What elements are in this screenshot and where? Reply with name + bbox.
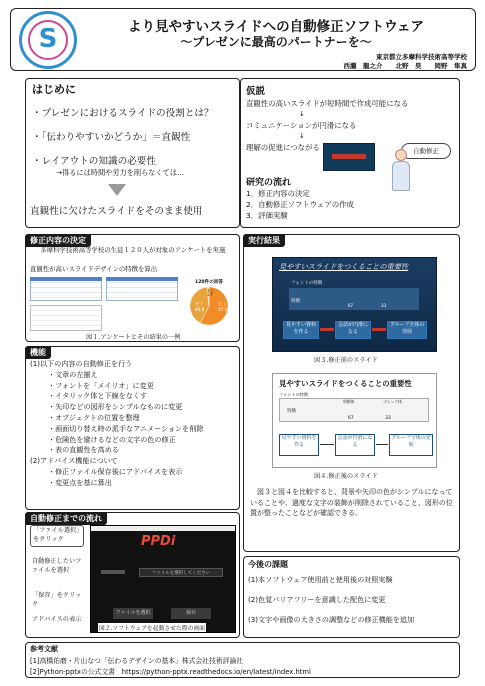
pie-label: 右上 — [218, 301, 227, 306]
select-file-button[interactable]: ファイルを選択 — [113, 608, 153, 619]
survey-table-image — [30, 277, 180, 332]
results-text: 図３と図４を比較すると、背景や矢印の色がシンプルになっていることや、過度な文字の装飾が削除されていること、図形の位置が整ったことなどが確認できる。 — [250, 488, 453, 517]
references-title: 参考文献 — [30, 645, 58, 653]
hypothesis-title: 仮説 — [246, 86, 266, 97]
feature-item: ・修正ファイル保存後にアドバイスを表示 — [48, 466, 183, 476]
features-title: 機能 — [25, 346, 51, 359]
save-button[interactable]: 保存 — [171, 608, 211, 619]
author-names: 西瀬 龍之介 北野 昊 岡野 隼真 — [343, 62, 467, 70]
results-section — [243, 234, 460, 552]
reference-item: [2]Python-pptxの公式文書 https://python-pptx.readthedocs.io/en/latest/index.html — [30, 668, 311, 676]
feature-item: ・イタリック体と下線をなくす — [48, 391, 148, 401]
future-item: (2)色覚バリアフリーを意識した配色に変更 — [248, 595, 386, 604]
feature-item: (2)アドバイス機能について — [30, 456, 118, 466]
intro-section — [25, 78, 240, 228]
app-flow-title: 自動修正までの流れ — [25, 512, 107, 525]
arrow-down-icon: ↓ — [299, 110, 305, 118]
flow-step: 2．自動修正ソフトウェアの作成 — [246, 200, 354, 209]
pie-label: 左上 — [207, 289, 214, 293]
content-section — [25, 234, 240, 342]
flow-step: 1．修正内容の決定 — [246, 189, 310, 198]
intro-bullet: ・プレゼンにおけるスライドの役割とは？ — [32, 108, 214, 119]
content-text: 多摩科学技術高等学校の生徒１２０人が対象のアンケートを実施 — [40, 246, 226, 254]
feature-item: (1)以下の内容の自動修正を行う — [30, 359, 133, 368]
content-title: 修正内容の決定 — [25, 234, 91, 247]
slide-thumbnail-image — [323, 143, 375, 171]
feature-item: ・文章の左揃え — [48, 369, 98, 379]
future-item: (3)文字や画像の大きさの調整などの修正機能を追加 — [248, 615, 415, 624]
poster-subtitle: ～プレゼンに最高のパートナーを～ — [180, 35, 372, 49]
down-triangle-icon — [108, 184, 126, 196]
hypothesis-line: コミュニケーションが円滑になる — [246, 121, 357, 130]
feature-item: ・オブジェクトの位置を整理 — [48, 412, 140, 422]
feature-item: ・フォントを「メイリオ」に変更 — [48, 380, 154, 390]
pie-svg — [189, 286, 229, 326]
figure-caption: 図４.修正後のスライド — [314, 473, 378, 480]
before-slide-image: 見やすいスライドをつくることの重要性 フォントの特徴 特徴 67 33 見やすい資料を作る 会話が円滑になる グループ全体の発展 — [272, 257, 437, 352]
intro-title: はじめに — [32, 83, 76, 96]
app-flow-section — [25, 512, 240, 638]
poster-title: より見やすいスライドへの自動修正ソフトウェア — [127, 19, 425, 35]
features-list — [30, 359, 235, 489]
figure-caption: 図３.修正前のスライド — [314, 357, 378, 364]
step-box: 「保存」をクリック — [32, 592, 82, 608]
file-path-field[interactable]: ファイルを選択してください — [139, 568, 223, 577]
school-name: 東京都立多摩科学技術高等学校 — [376, 53, 467, 61]
hypothesis-line: 直観性の高いスライドが短時間で作成可能になる — [246, 99, 409, 108]
content-text: 直観性が高いスライドデザインの特徴を算出 — [30, 265, 158, 273]
after-slide-image: 見やすいスライドをつくることの重要性 フォントの特徴 明朝体 ゴシック体 特徴 67 33 見やすい資料を作る 会話が円滑になる グループ全体の発展 — [272, 373, 437, 468]
figure-caption: 図１.アンケートとその結果の一例 — [86, 334, 181, 341]
app-logo: PPDi — [141, 534, 176, 549]
step-box: 自動修正したいファイルを選択 — [32, 558, 82, 574]
results-title: 実行結果 — [243, 234, 285, 247]
arrow-down-icon: ↓ — [299, 132, 305, 140]
pie-value: 57.5 — [218, 307, 228, 312]
intro-bullet: ・レイアウトの知識の必要性 — [32, 156, 156, 167]
poster-header — [10, 8, 476, 71]
hypothesis-section — [240, 78, 460, 228]
features-section — [25, 346, 240, 510]
intro-bullet: ・「伝わりやすいかどうか」＝直観性 — [32, 132, 191, 143]
pie-value: 1.7 — [207, 293, 213, 297]
feature-item: ・変更点を基に算出 — [48, 477, 112, 487]
pie-chart — [180, 279, 238, 331]
step-box: アドバイスの表示 — [32, 616, 82, 623]
pie-label: 左下 — [195, 301, 204, 306]
character-illustration — [389, 149, 413, 197]
feature-item: ・矢印などの図形をシンプルなものに変更 — [48, 402, 183, 412]
figure-caption: 図２.ソフトウェアを起動させた際の画面 — [98, 623, 206, 632]
intro-conclusion: 直観性に欠けたスライドをそのまま使用 — [30, 206, 203, 217]
feature-item: ・危険色を避けるなどの文字の色の修正 — [48, 434, 176, 444]
future-section — [243, 556, 460, 638]
references-section — [25, 642, 460, 678]
feature-item: ・表の直観性を高める — [48, 445, 119, 455]
app-window — [90, 525, 236, 633]
pie-value: 40.8 — [195, 307, 205, 312]
step-box: 「ファイル選択」をクリック — [30, 525, 84, 547]
future-title: 今後の課題 — [248, 560, 288, 569]
feature-item: ・画面切り替え時の派手なアニメーションを削除 — [48, 423, 204, 433]
reference-item: [1]高橋佑磨・片山なつ「伝わるデザインの基本」株式会社技術評論社 — [30, 657, 244, 665]
school-logo: S — [19, 11, 77, 69]
intro-sub: →得るには時間や労力を削らなくては… — [56, 168, 185, 177]
auto-fix-bubble: 自動修正 — [401, 143, 451, 159]
flow-step: 3．評価実験 — [246, 211, 288, 220]
flow-title: 研究の流れ — [246, 178, 292, 188]
future-item: (1)本ソフトウェア使用前と使用後の対照実験 — [248, 575, 393, 584]
pie-chart-title: 120件の回答 — [195, 280, 223, 285]
hypothesis-line: 理解の促進につながる — [246, 143, 320, 152]
